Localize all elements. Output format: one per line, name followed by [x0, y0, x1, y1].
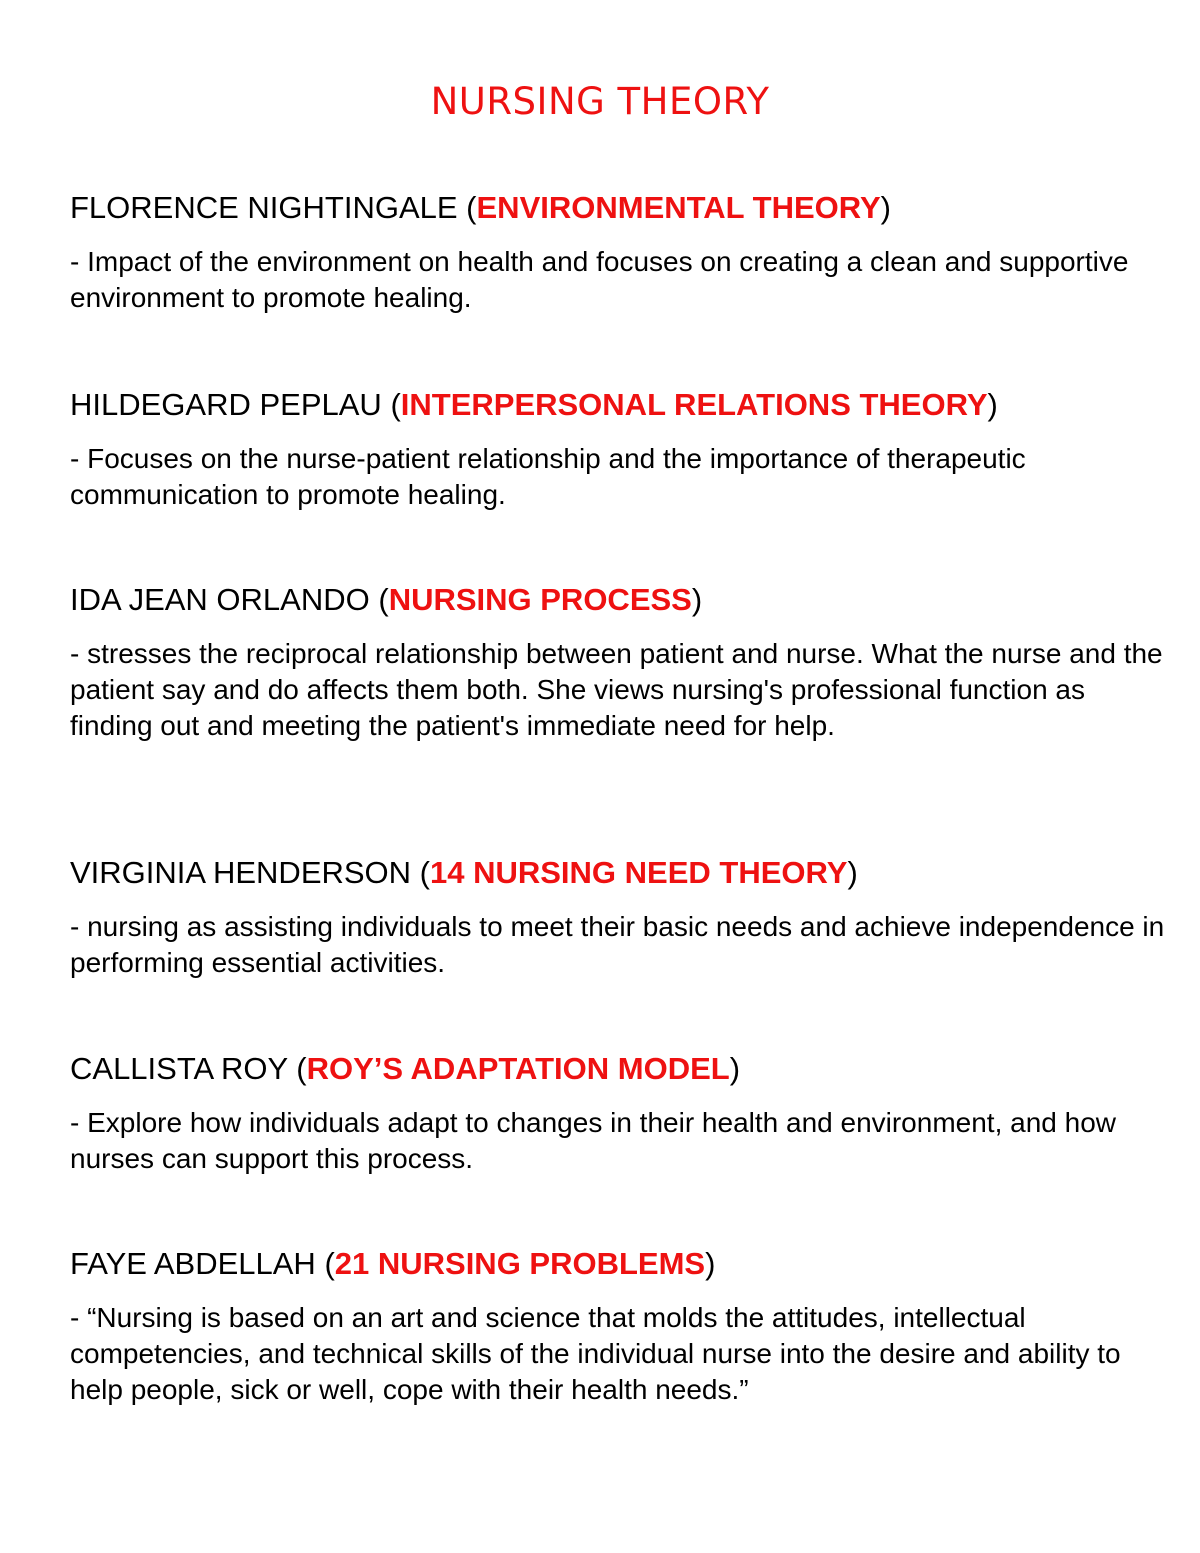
theorist-entry-orlando [70, 582, 1170, 744]
theory-description: - nursing as assisting individuals to meet their basic needs and achieve independence in performing essential activities. [70, 911, 1165, 978]
theorist-entry-nightingale [70, 190, 1170, 316]
theorist-name: FAYE ABDELLAH [70, 1246, 316, 1281]
theorist-heading: CALLISTA ROY (ROY’S ADAPTATION MODEL) [70, 1051, 741, 1086]
theory-description: - Focuses on the nurse-patient relationship and the importance of therapeutic communication to promote healing. [70, 443, 1026, 510]
theorist-entry-roy [70, 1051, 1170, 1177]
page-title: NURSING THEORY [430, 80, 770, 123]
theorist-name: CALLISTA ROY [70, 1051, 288, 1086]
theory-name: 21 NURSING PROBLEMS [334, 1246, 706, 1281]
theory-description: - “Nursing is based on an art and science that molds the attitudes, intellectual competencies, and technical skills of the individual nurse into the desire and ability to help people, sick or well, cope with their health needs.” [70, 1302, 1121, 1405]
theory-name: ROY’S ADAPTATION MODEL [306, 1051, 730, 1086]
theorist-name: HILDEGARD PEPLAU [70, 387, 382, 422]
theorist-entry-abdellah [70, 1246, 1170, 1408]
theorist-heading: HILDEGARD PEPLAU (INTERPERSONAL RELATIONS THEORY) [70, 387, 998, 422]
theorist-heading: FAYE ABDELLAH (21 NURSING PROBLEMS) [70, 1246, 716, 1281]
theorist-name: VIRGINIA HENDERSON [70, 855, 412, 890]
theorist-entry-henderson [70, 855, 1170, 981]
theory-name: 14 NURSING NEED THEORY [430, 855, 848, 890]
theory-description: - Explore how individuals adapt to changes in their health and environment, and how nurses can support this process. [70, 1107, 1116, 1174]
theory-description: - Impact of the environment on health and focuses on creating a clean and supportive environment to promote healing. [70, 246, 1129, 313]
theorist-heading: FLORENCE NIGHTINGALE (ENVIRONMENTAL THEORY) [70, 190, 891, 225]
theory-name: INTERPERSONAL RELATIONS THEORY [400, 387, 988, 422]
theorist-heading: VIRGINIA HENDERSON (14 NURSING NEED THEORY) [70, 855, 858, 890]
theorist-name: FLORENCE NIGHTINGALE [70, 190, 458, 225]
theorist-name: IDA JEAN ORLANDO [70, 582, 370, 617]
theorist-heading: IDA JEAN ORLANDO (NURSING PROCESS) [70, 582, 703, 617]
theory-name: NURSING PROCESS [388, 582, 692, 617]
theorist-entry-peplau [70, 387, 1170, 513]
theory-name: ENVIRONMENTAL THEORY [476, 190, 881, 225]
theory-description: - stresses the reciprocal relationship between patient and nurse. What the nurse and the patient say and do affects them both. She views nursing's professional function as finding out and meeting the patient's immediate need for help. [70, 638, 1163, 741]
